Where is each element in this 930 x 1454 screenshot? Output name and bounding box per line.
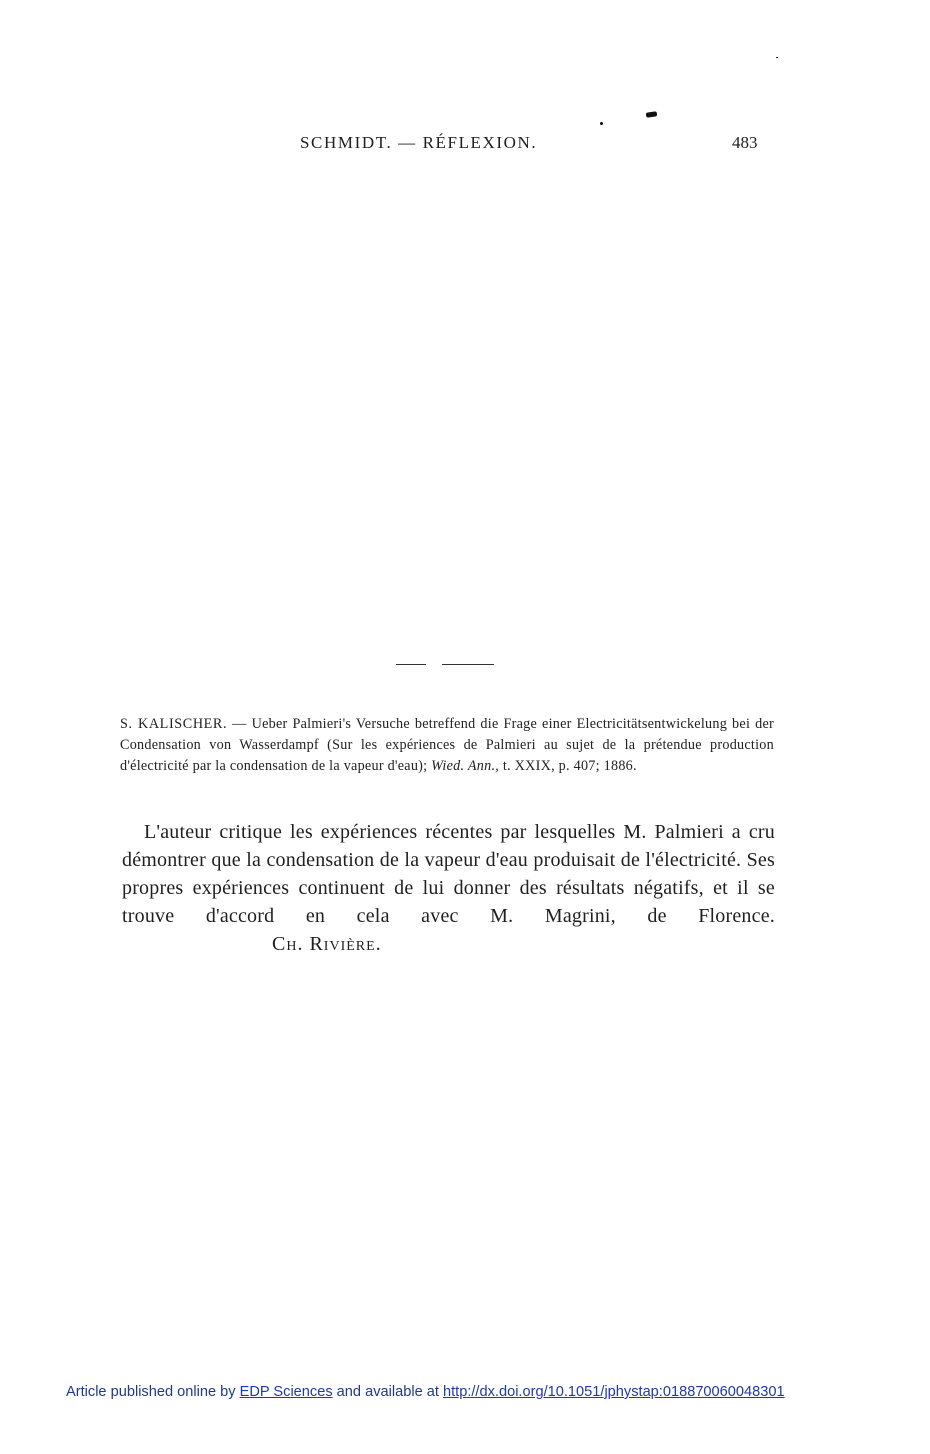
scan-speck: [600, 122, 603, 125]
citation-separator: —: [227, 716, 252, 732]
footer-middle: and available at: [332, 1384, 443, 1400]
citation: [120, 714, 774, 776]
citation-reference: t. XXIX, p. 407; 1886.: [499, 757, 637, 774]
publisher-link[interactable]: EDP Sciences: [239, 1384, 333, 1400]
page-number: 483: [732, 133, 758, 152]
doi-link[interactable]: http://dx.doi.org/10.1051/jphystap:018870060048301: [442, 1384, 785, 1400]
footer-prefix: Article published online by: [66, 1384, 240, 1400]
footer: [66, 1384, 785, 1400]
citation-journal: Wied. Ann.,: [431, 757, 500, 774]
abstract-paragraph: [122, 818, 775, 958]
citation-author: S. KALISCHER.: [120, 716, 228, 732]
abstract-body: L'auteur critique les expériences récentes par lesquelles M. Palmieri a cru démontrer que la condensation de la vapeur d'eau produisait de l'électricité. Ses propres expériences continuent de lui donner des résultats négatifs, et il se trouve d'accord en cela avec M. Magrini, de Florence.: [122, 821, 775, 927]
running-head: SCHMIDT. — RÉFLEXION.: [300, 133, 538, 152]
scan-speck: [646, 111, 658, 117]
citation-title: Ueber Palmieri's Versuche betreffend die Frage einer Electricitätsentwickelung bei der Condensation von Wasserdampf (Sur les expériences de Palmieri au sujet de la prétendue production d'électricité par la condensation de la vapeur d'eau);: [120, 716, 775, 774]
scan-speck: [776, 57, 778, 58]
signature: Ch. Rivière.: [272, 933, 382, 955]
section-divider: [396, 664, 494, 665]
